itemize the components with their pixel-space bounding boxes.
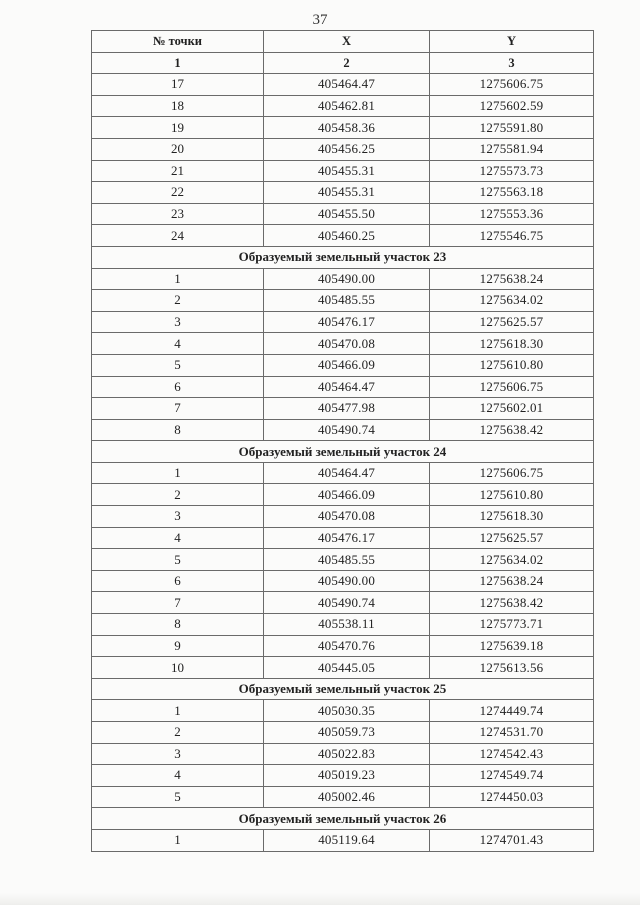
column-number-row [92, 52, 594, 74]
point-number-cell: 8 [92, 614, 264, 636]
table-row [92, 570, 594, 592]
table-row [92, 225, 594, 247]
point-number-cell: 5 [92, 549, 264, 571]
x-coordinate-cell: 405022.83 [264, 743, 430, 765]
point-number-cell: 7 [92, 592, 264, 614]
y-coordinate-cell: 1275581.94 [430, 138, 594, 160]
point-number-cell: 20 [92, 138, 264, 160]
section-title: Образуемый земельный участок 26 [92, 808, 594, 830]
point-number-cell: 9 [92, 635, 264, 657]
x-coordinate-cell: 405456.25 [264, 138, 430, 160]
table-row [92, 182, 594, 204]
point-number-cell: 2 [92, 722, 264, 744]
point-number-cell: 3 [92, 311, 264, 333]
header-point-number: № точки [92, 31, 264, 53]
section-title: Образуемый земельный участок 24 [92, 441, 594, 463]
x-coordinate-cell: 405445.05 [264, 657, 430, 679]
table-row [92, 290, 594, 312]
y-coordinate-cell: 1275773.71 [430, 614, 594, 636]
y-coordinate-cell: 1275602.59 [430, 95, 594, 117]
table-row [92, 203, 594, 225]
table-row [92, 765, 594, 787]
x-coordinate-cell: 405476.17 [264, 527, 430, 549]
x-coordinate-cell: 405455.31 [264, 182, 430, 204]
table-row [92, 268, 594, 290]
coordinates-table [91, 30, 594, 852]
point-number-cell: 4 [92, 527, 264, 549]
table-row [92, 376, 594, 398]
point-number-cell: 17 [92, 74, 264, 96]
table-row [92, 160, 594, 182]
table-row [92, 743, 594, 765]
x-coordinate-cell: 405490.00 [264, 570, 430, 592]
y-coordinate-cell: 1275606.75 [430, 376, 594, 398]
x-coordinate-cell: 405458.36 [264, 117, 430, 139]
section-row [92, 808, 594, 830]
point-number-cell: 23 [92, 203, 264, 225]
x-coordinate-cell: 405477.98 [264, 398, 430, 420]
table-row [92, 700, 594, 722]
column-number-3: 3 [430, 52, 594, 74]
x-coordinate-cell: 405485.55 [264, 549, 430, 571]
y-coordinate-cell: 1275613.56 [430, 657, 594, 679]
point-number-cell: 7 [92, 398, 264, 420]
x-coordinate-cell: 405455.31 [264, 160, 430, 182]
x-coordinate-cell: 405466.09 [264, 354, 430, 376]
table-row [92, 722, 594, 744]
point-number-cell: 2 [92, 290, 264, 312]
point-number-cell: 3 [92, 743, 264, 765]
x-coordinate-cell: 405059.73 [264, 722, 430, 744]
point-number-cell: 22 [92, 182, 264, 204]
y-coordinate-cell: 1275610.80 [430, 484, 594, 506]
y-coordinate-cell: 1275638.42 [430, 592, 594, 614]
x-coordinate-cell: 405538.11 [264, 614, 430, 636]
y-coordinate-cell: 1275602.01 [430, 398, 594, 420]
y-coordinate-cell: 1275610.80 [430, 354, 594, 376]
section-row [92, 246, 594, 268]
y-coordinate-cell: 1274701.43 [430, 829, 594, 851]
x-coordinate-cell: 405470.76 [264, 635, 430, 657]
table-header-row [92, 31, 594, 53]
point-number-cell: 1 [92, 268, 264, 290]
x-coordinate-cell: 405464.47 [264, 462, 430, 484]
point-number-cell: 3 [92, 506, 264, 528]
point-number-cell: 18 [92, 95, 264, 117]
table-row [92, 657, 594, 679]
table-row [92, 462, 594, 484]
table-row [92, 419, 594, 441]
table-row [92, 95, 594, 117]
x-coordinate-cell: 405464.47 [264, 376, 430, 398]
y-coordinate-cell: 1275638.24 [430, 268, 594, 290]
section-row [92, 678, 594, 700]
column-number-2: 2 [264, 52, 430, 74]
x-coordinate-cell: 405490.74 [264, 592, 430, 614]
table-row [92, 635, 594, 657]
y-coordinate-cell: 1275625.57 [430, 311, 594, 333]
y-coordinate-cell: 1275546.75 [430, 225, 594, 247]
point-number-cell: 24 [92, 225, 264, 247]
y-coordinate-cell: 1275591.80 [430, 117, 594, 139]
table-row [92, 117, 594, 139]
point-number-cell: 21 [92, 160, 264, 182]
y-coordinate-cell: 1275634.02 [430, 549, 594, 571]
table-row [92, 614, 594, 636]
y-coordinate-cell: 1275606.75 [430, 74, 594, 96]
x-coordinate-cell: 405455.50 [264, 203, 430, 225]
header-x: X [264, 31, 430, 53]
page-number: 37 [312, 12, 328, 28]
header-y: Y [430, 31, 594, 53]
y-coordinate-cell: 1274449.74 [430, 700, 594, 722]
point-number-cell: 1 [92, 462, 264, 484]
x-coordinate-cell: 405490.74 [264, 419, 430, 441]
y-coordinate-cell: 1275625.57 [430, 527, 594, 549]
y-coordinate-cell: 1275618.30 [430, 506, 594, 528]
x-coordinate-cell: 405119.64 [264, 829, 430, 851]
table-row [92, 549, 594, 571]
section-row [92, 441, 594, 463]
table-row [92, 311, 594, 333]
x-coordinate-cell: 405485.55 [264, 290, 430, 312]
point-number-cell: 4 [92, 765, 264, 787]
section-title: Образуемый земельный участок 23 [92, 246, 594, 268]
y-coordinate-cell: 1275639.18 [430, 635, 594, 657]
x-coordinate-cell: 405490.00 [264, 268, 430, 290]
y-coordinate-cell: 1275638.42 [430, 419, 594, 441]
y-coordinate-cell: 1274542.43 [430, 743, 594, 765]
table-row [92, 484, 594, 506]
y-coordinate-cell: 1274450.03 [430, 786, 594, 808]
point-number-cell: 6 [92, 570, 264, 592]
table-row [92, 138, 594, 160]
x-coordinate-cell: 405470.08 [264, 506, 430, 528]
x-coordinate-cell: 405030.35 [264, 700, 430, 722]
y-coordinate-cell: 1275634.02 [430, 290, 594, 312]
x-coordinate-cell: 405476.17 [264, 311, 430, 333]
table-row [92, 506, 594, 528]
table-row [92, 398, 594, 420]
y-coordinate-cell: 1275573.73 [430, 160, 594, 182]
section-title: Образуемый земельный участок 25 [92, 678, 594, 700]
table-row [92, 592, 594, 614]
x-coordinate-cell: 405462.81 [264, 95, 430, 117]
point-number-cell: 4 [92, 333, 264, 355]
point-number-cell: 1 [92, 829, 264, 851]
y-coordinate-cell: 1274531.70 [430, 722, 594, 744]
table-row [92, 333, 594, 355]
point-number-cell: 1 [92, 700, 264, 722]
table-row [92, 527, 594, 549]
table-row [92, 786, 594, 808]
point-number-cell: 5 [92, 786, 264, 808]
x-coordinate-cell: 405464.47 [264, 74, 430, 96]
y-coordinate-cell: 1274549.74 [430, 765, 594, 787]
y-coordinate-cell: 1275606.75 [430, 462, 594, 484]
y-coordinate-cell: 1275618.30 [430, 333, 594, 355]
x-coordinate-cell: 405466.09 [264, 484, 430, 506]
column-number-1: 1 [92, 52, 264, 74]
point-number-cell: 6 [92, 376, 264, 398]
point-number-cell: 2 [92, 484, 264, 506]
x-coordinate-cell: 405019.23 [264, 765, 430, 787]
y-coordinate-cell: 1275563.18 [430, 182, 594, 204]
point-number-cell: 5 [92, 354, 264, 376]
x-coordinate-cell: 405460.25 [264, 225, 430, 247]
point-number-cell: 8 [92, 419, 264, 441]
table-row [92, 354, 594, 376]
scan-edge [0, 893, 640, 905]
point-number-cell: 10 [92, 657, 264, 679]
x-coordinate-cell: 405470.08 [264, 333, 430, 355]
table-row [92, 74, 594, 96]
y-coordinate-cell: 1275553.36 [430, 203, 594, 225]
point-number-cell: 19 [92, 117, 264, 139]
table-row [92, 829, 594, 851]
y-coordinate-cell: 1275638.24 [430, 570, 594, 592]
x-coordinate-cell: 405002.46 [264, 786, 430, 808]
